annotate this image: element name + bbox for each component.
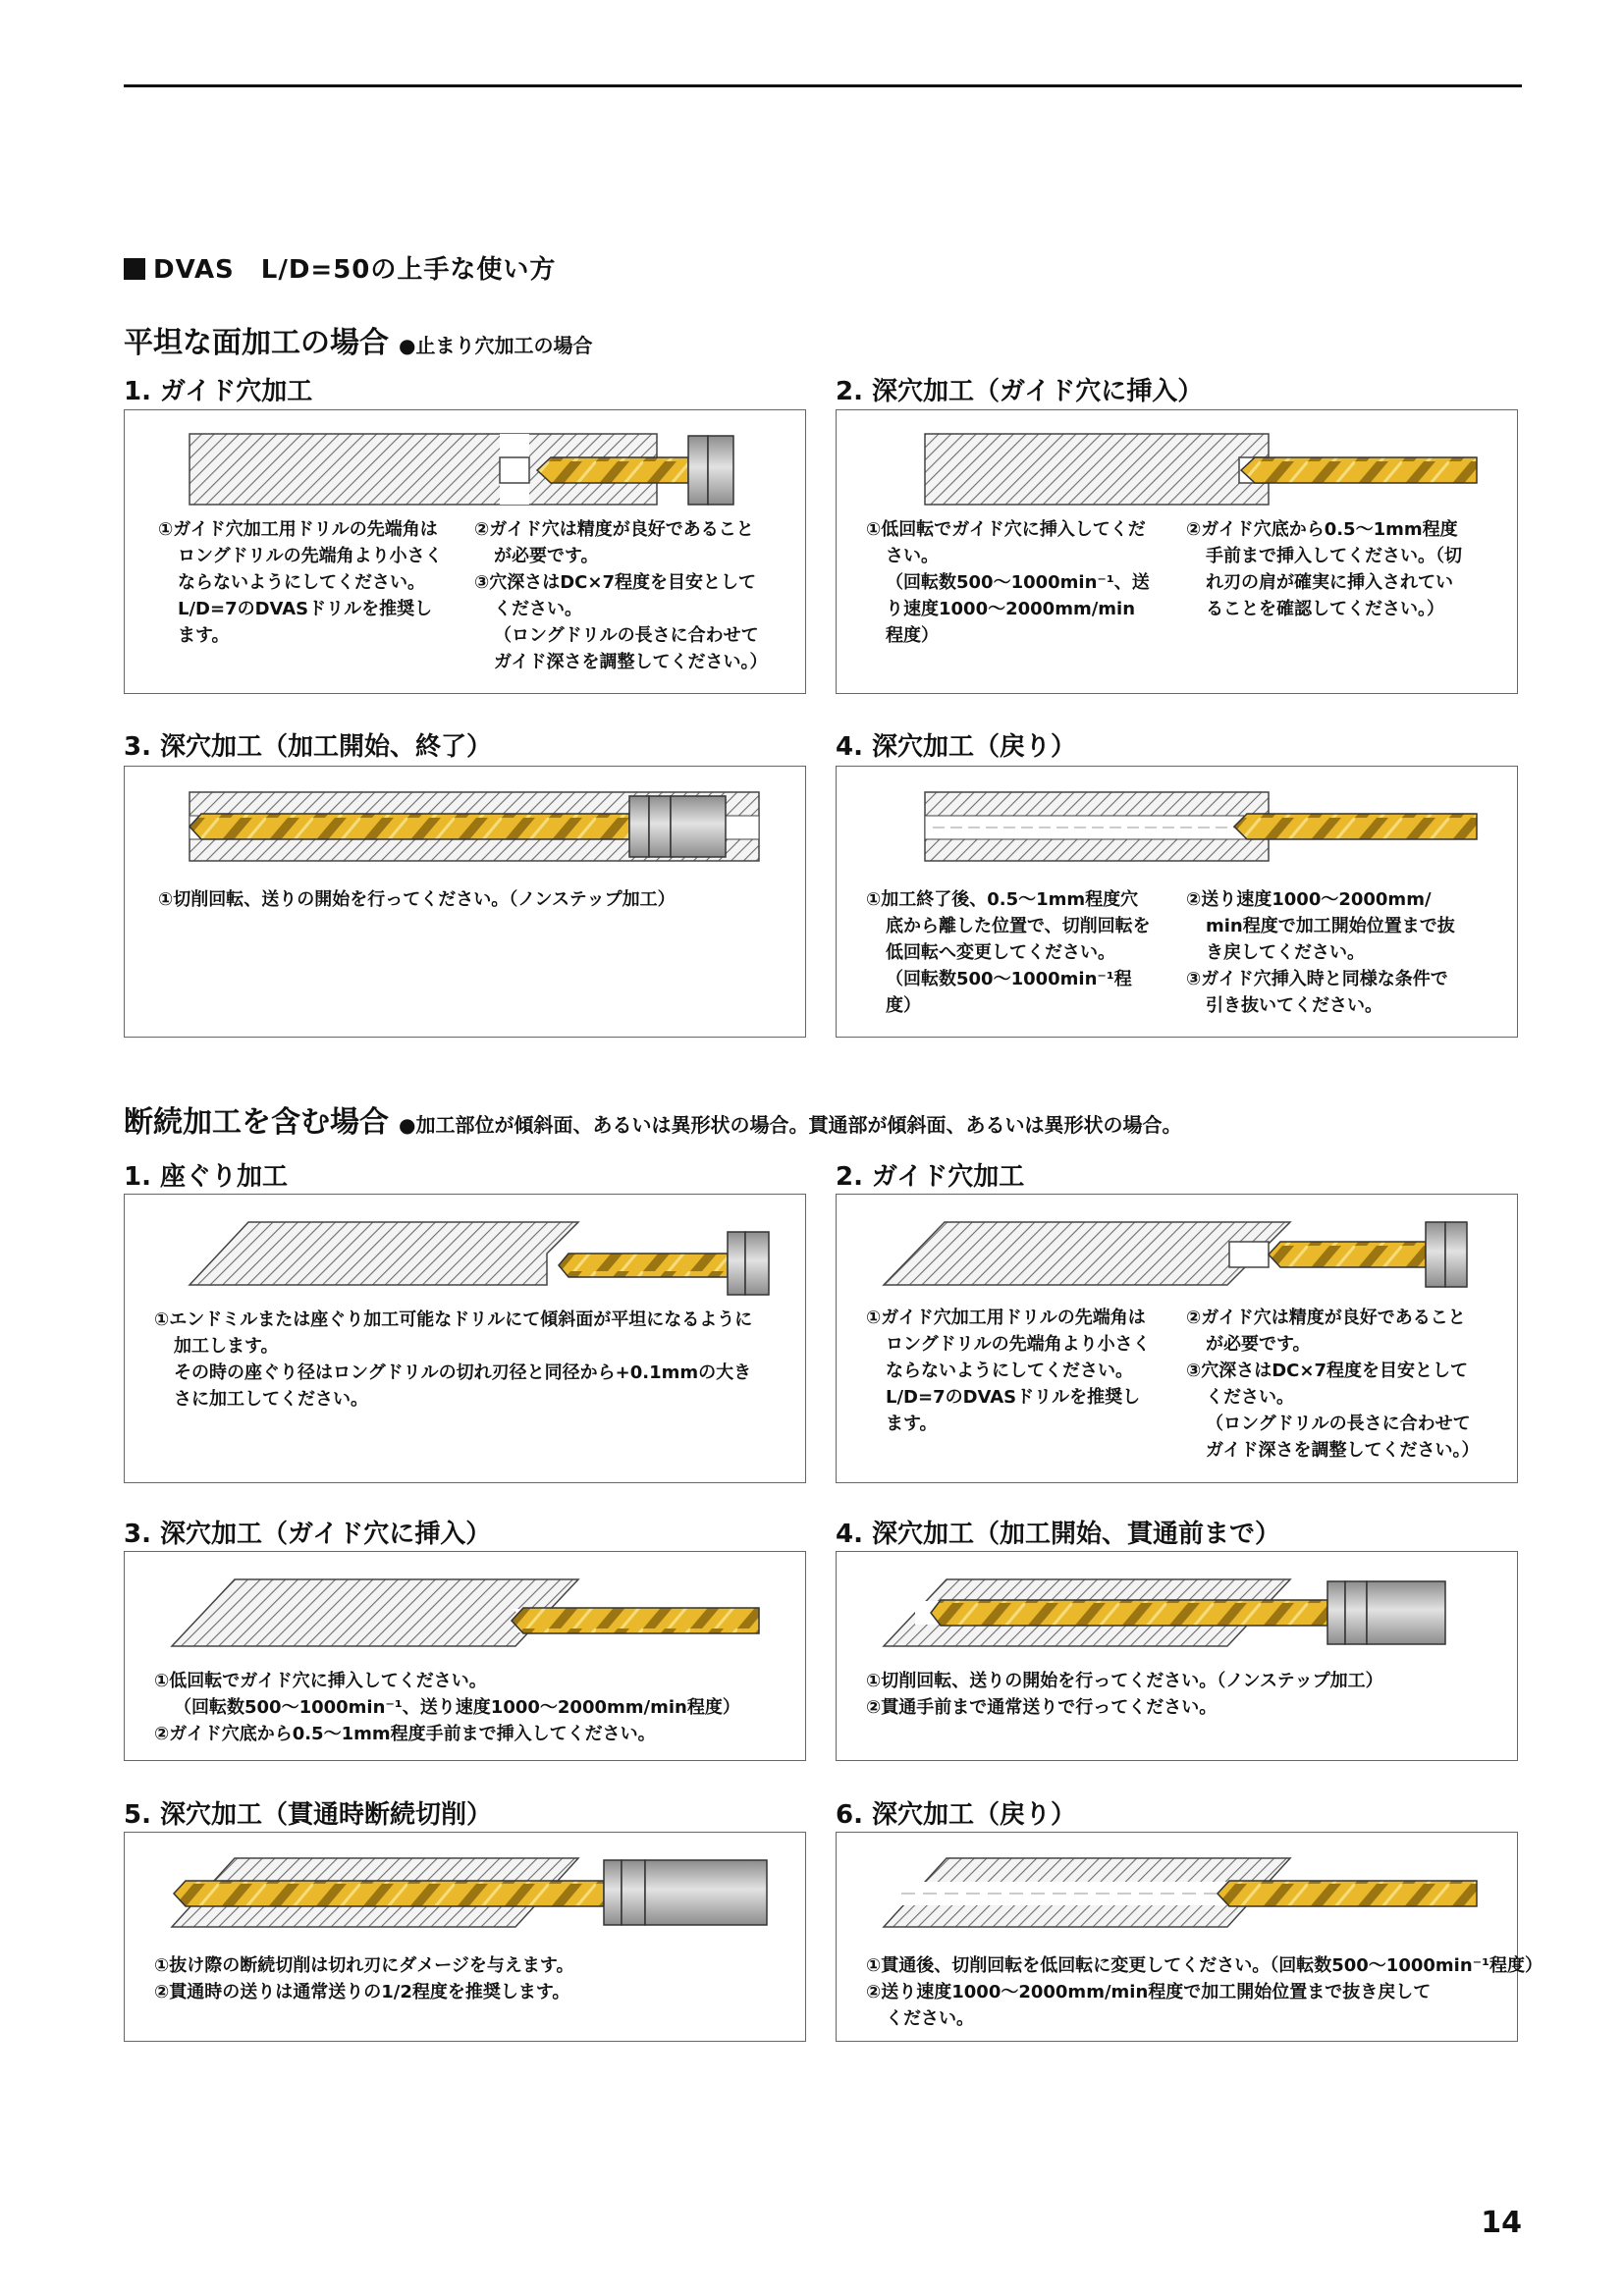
note-col-1: ①低回転でガイド穴に挿入してくだ さい。 （回転数500～1000min⁻¹、送 り速度1000～2000mm/min 程度） [866, 519, 1150, 646]
step-heading: 3. 深穴加工（加工開始、終了） [124, 732, 493, 762]
drill-diagram [125, 1195, 807, 1312]
drill-diagram [125, 767, 807, 884]
note-col-1: ①ガイド穴加工用ドリルの先端角は ロングドリルの先端角より小さく ならないようにしてください。 L/D=7のDVASドリルを推奨し ます。 [158, 519, 443, 646]
step-heading: 4. 深穴加工（戻り） [836, 732, 1077, 762]
note-col-1: ①抜け際の断続切削は切れ刃にダメージを与えます。 ②貫通時の送りは通常送りの1/2程度を推奨します。 [154, 1955, 574, 2002]
step-heading: 2. 深穴加工（ガイド穴に挿入） [836, 377, 1204, 406]
note-col-1: ①ガイド穴加工用ドリルの先端角は ロングドリルの先端角より小さく ならないようにしてください。 L/D=7のDVASドリルを推奨し ます。 [866, 1308, 1151, 1434]
step-box [124, 409, 806, 694]
drill-diagram [837, 767, 1519, 884]
note-col-1: ①切削回転、送りの開始を行ってください。（ノンステップ加工） ②貫通手前まで通常送りで行ってください。 [866, 1671, 1383, 1718]
step-heading: 1. ガイド穴加工 [124, 377, 313, 406]
top-rule [124, 84, 1522, 87]
step-box [836, 1194, 1518, 1483]
page-title: DVAS L/D=50の上手な使い方 [124, 249, 556, 286]
drill-diagram [125, 1833, 807, 1941]
step-box [124, 766, 806, 1038]
note-col-1: ①加工終了後、0.5～1mm程度穴 底から離した位置で、切削回転を 低回転へ変更してください。 （回転数500～1000min⁻¹程 度） [866, 889, 1151, 1016]
note-col-2: ②送り速度1000～2000mm/ min程度で加工開始位置まで抜 き戻してください。 ③ガイド穴挿入時と同様な条件で 引き抜いてください。 [1186, 889, 1455, 1016]
drill-diagram [837, 1552, 1519, 1660]
note-col-1: ①エンドミルまたは座ぐり加工可能なドリルにて傾斜面が平坦になるように 加工します。 その時の座ぐり径はロングドリルの切れ刃径と同径から+0.1mmの大き さに加工してください。 [154, 1309, 753, 1410]
note-col-1: ①切削回転、送りの開始を行ってください。（ノンステップ加工） [158, 889, 676, 910]
step-heading: 2. ガイド穴加工 [836, 1162, 1025, 1192]
step-box [124, 1551, 806, 1761]
note-col-2: ②ガイド穴は精度が良好であること が必要です。 ③穴深さはDC×7程度を目安として ください。 （ロングドリルの長さに合わせて ガイド深さを調整してください。） [1186, 1308, 1480, 1461]
page-number: 14 [1481, 2206, 1522, 2240]
step-heading: 6. 深穴加工（戻り） [836, 1800, 1077, 1830]
step-box [124, 1194, 806, 1483]
drill-diagram [125, 1552, 807, 1660]
step-box [836, 1551, 1518, 1761]
section-interrupted-title: 断続加工を含む場合 ●加工部位が傾斜面、あるいは異形状の場合。貫通部が傾斜面、あるいは異形状の場合。 [124, 1105, 1182, 1140]
square-bullet-icon [124, 258, 145, 280]
step-box [124, 1832, 806, 2042]
step-heading: 5. 深穴加工（貫通時断続切削） [124, 1800, 493, 1830]
note-col-2: ②ガイド穴は精度が良好であること が必要です。 ③穴深さはDC×7程度を目安として ください。 （ロングドリルの長さに合わせて ガイド深さを調整してください。） [474, 519, 768, 672]
note-col-1: ①低回転でガイド穴に挿入してください。 （回転数500～1000min⁻¹、送り速度1000～2000mm/min程度） ②ガイド穴底から0.5～1mm程度手前まで挿入してください。 [154, 1671, 740, 1744]
step-box [836, 1832, 1543, 2042]
step-heading: 3. 深穴加工（ガイド穴に挿入） [124, 1520, 492, 1549]
note-col-2: ②ガイド穴底から0.5～1mm程度 手前まで挿入してください。（切 れ刃の肩が確実に挿入されてい ることを確認してください。） [1186, 519, 1462, 619]
drill-diagram [837, 1195, 1519, 1312]
step-heading: 1. 座ぐり加工 [124, 1162, 289, 1192]
step-box [836, 409, 1518, 694]
step-box [836, 766, 1518, 1038]
step-heading: 4. 深穴加工（加工開始、貫通前まで） [836, 1520, 1281, 1549]
note-col-1: ①貫通後、切削回転を低回転に変更してください。（回転数500～1000min⁻¹程度） ②送り速度1000～2000mm/min程度で加工開始位置まで抜き戻して ください。 [866, 1955, 1543, 2029]
section-flat-title: 平坦な面加工の場合 ●止まり穴加工の場合 [124, 326, 593, 360]
drill-diagram [837, 1833, 1519, 1941]
